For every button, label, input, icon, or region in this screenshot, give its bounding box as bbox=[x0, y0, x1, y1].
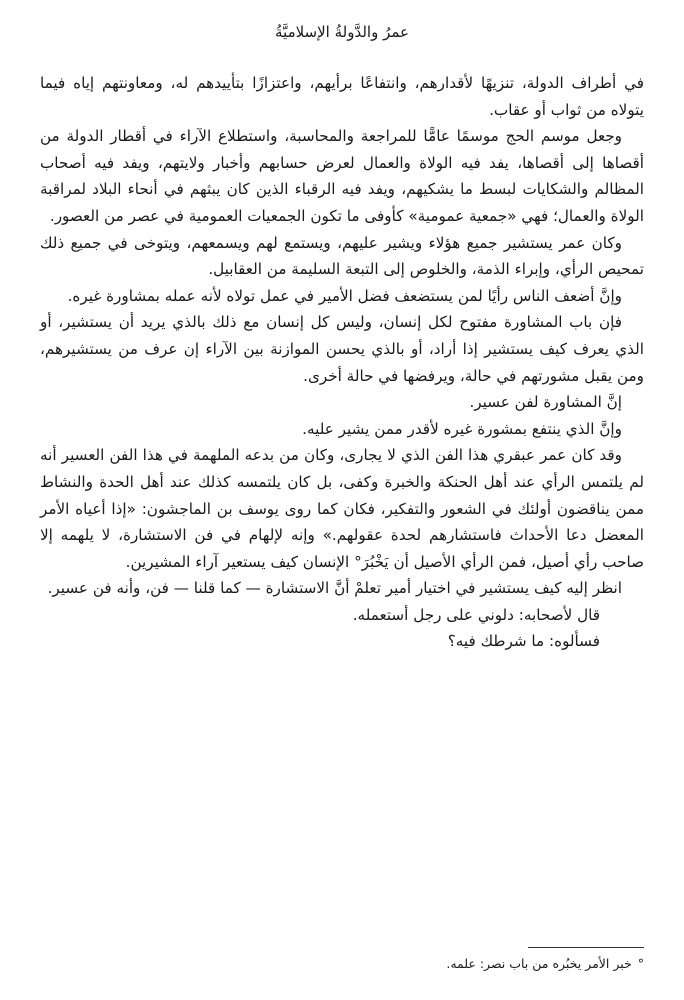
paragraph: فإن باب المشاورة مفتوح لكل إنسان، وليس كل إنسان مع ذلك بالذي يريد أن يستشير، أو الذي يعرف كيف يستشير إذا أراد، أو بالذي يحسن الموازنة بين الآراء إن عرف من يستشيرهم، ومن يقبل مشورتهم في حالة، ويرفضها في حالة أخرى. bbox=[40, 313, 644, 385]
body-text bbox=[40, 70, 644, 655]
paragraph: وجعل موسم الحج موسمًا عامًّا للمراجعة والمحاسبة، واستطلاع الآراء في أقطار الدولة من أقصاها إلى أقصاها، يفد فيه الولاة والعمال لعرض حسابهم وأخبار ولايتهم، ويفد فيه أصحاب المظالم والشكايات لبسط ما يشكيهم، ويفد فيه الرقباء الذين كان يبثهم في أنحاء البلاد لمراقبة الولاة والعمال؛ فهي «جمعية عمومية» كأوفى ما تكون الجمعيات العمومية في عصر من العصور. bbox=[40, 127, 644, 225]
paragraph: وكان عمر يستشير جميع هؤلاء ويشير عليهم، ويستمع لهم ويسمعهم، ويتوخى في جميع ذلك تمحيص الرأي، وإبراء الذمة، والخلوص إلى التبعة السليمة من العقابيل. bbox=[40, 233, 644, 279]
paragraph: وإنَّ أضعف الناس رأيًا لمن يستضعف فضل الأمير في عمل تولاه لأنه عمله بمشاورة غيره. bbox=[67, 286, 622, 305]
running-head-title: عمرُ والدَّولةُ الإسلاميَّةُ bbox=[275, 23, 409, 41]
paragraph: انظر إليه كيف يستشير في اختيار أمير تعلمْ أنَّ الاستشارة — كما قلنا — فن، وأنه فن عسير. bbox=[47, 579, 622, 598]
footnote-marker: ° bbox=[637, 956, 644, 971]
footnote-divider bbox=[528, 947, 644, 948]
paragraph: وقد كان عمر عبقري هذا الفن الذي لا يجارى، وكان من بدعه الملهمة في هذا الفن العسير أنه لم يلتمس الرأي عند أهل الحنكة والخبرة وكفى، بل كان يلتمسه كذلك عند أهل الحدة والنشاط ممن يناقضون أولئك في الشعور والتفكير، فكان كما روى يوسف بن الماجشون: «إذا أعياه الأمر المعضل دعا الأحداث فاستشارهم لحدة عقولهم.» وإنه لإلهام في فن الاستشارة، لا يلهمه إلا صاحب رأي أصيل، فمن الرأي الأصيل أن يَخْبُرَ° الإنسان كيف يستعير آراء المشيرين. bbox=[40, 446, 644, 571]
paragraph: في أطراف الدولة، تنزيهًا لأقدارهم، وانتفاعًا برأيهم، واعتزازًا بتأييدهم له، ومعاونتهم إياه فيما يتولاه من ثواب أو عقاب. bbox=[40, 74, 644, 119]
footnote-text: خبر الأمر يخبُره من باب نصر: علمه. bbox=[446, 956, 632, 971]
dialogue-line: قال لأصحابه: دلوني على رجل أستعمله. bbox=[352, 605, 600, 624]
paragraph: وإنَّ الذي ينتفع بمشورة غيره لأقدر ممن يشير عليه. bbox=[302, 419, 622, 438]
dialogue-line: فسألوه: ما شرطك فيه؟ bbox=[447, 632, 600, 651]
footnote bbox=[40, 955, 644, 973]
paragraph: إنَّ المشاورة لفن عسير. bbox=[469, 393, 622, 412]
